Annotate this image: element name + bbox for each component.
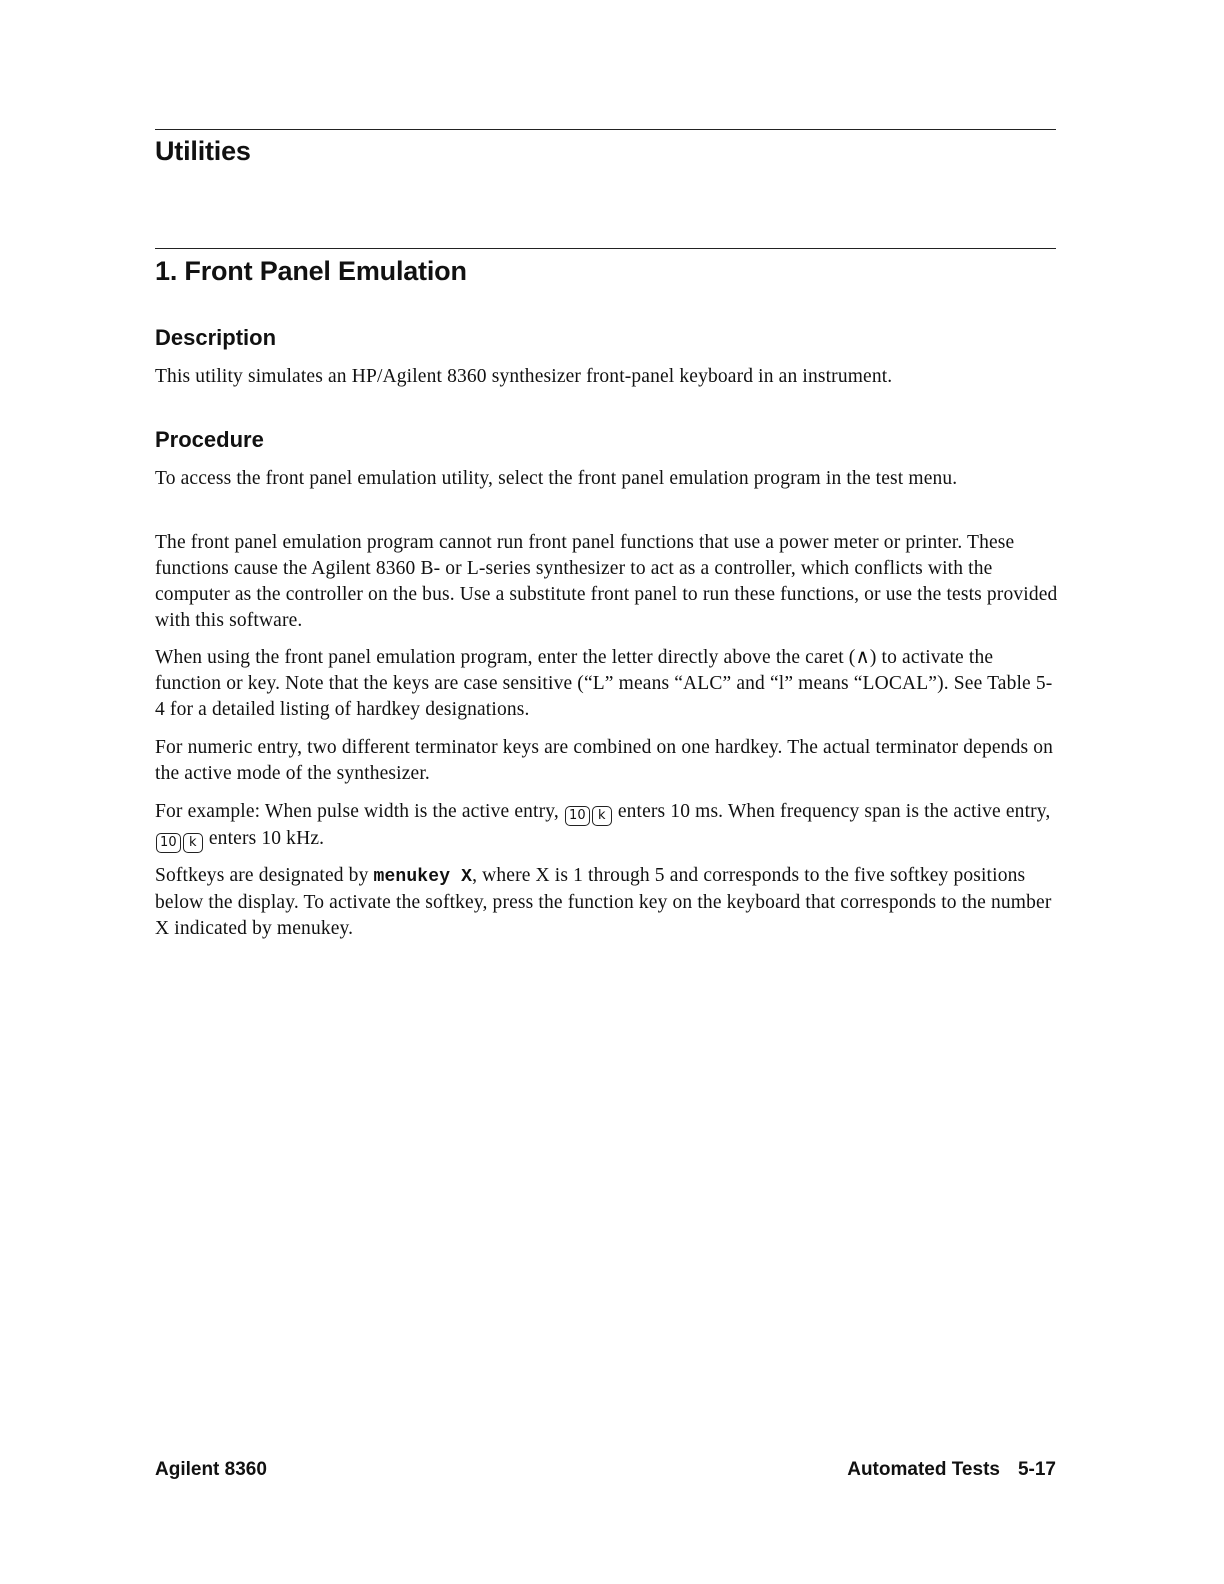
section-title: Utilities bbox=[155, 136, 251, 166]
procedure-paragraph-softkeys bbox=[155, 863, 1060, 942]
procedure-paragraph-caret: When using the front panel emulation program, enter the letter directly above the caret (∧) to activate the function or key. Note that the keys are case sensitive (“L” means “ALC” and “l” means “LOCAL”). See Table 5-4 for a detailed listing of hardkey designations. bbox=[155, 647, 1053, 720]
softkeys-text-after: , where X is 1 through 5 and corresponds to the five softkey positions below the display. To activate the softkey, press the function key on the keyboard that corresponds to the number X indicated by menukey. bbox=[155, 865, 1052, 939]
section-rule-top bbox=[155, 129, 1056, 130]
example-text-before: For example: When pulse width is the active entry, bbox=[155, 801, 559, 822]
softkeys-text-before: Softkeys are designated by bbox=[155, 865, 369, 886]
procedure-paragraph-limitations: The front panel emulation program cannot run front panel functions that use a power meter or printer. These functions cause the Agilent 8360 B- or L-series synthesizer to act as a controller, which conflicts with the computer as the controller on the bus. Use a substitute front panel to run these functions, or use the tests provided with this software. bbox=[155, 532, 1058, 631]
hardkey-10: 10 bbox=[156, 833, 181, 853]
procedure-paragraph-numeric-entry: For numeric entry, two different terminator keys are combined on one hardkey. The actual terminator depends on the active mode of the synthesizer. bbox=[155, 737, 1054, 784]
subsection-title: 1. Front Panel Emulation bbox=[155, 256, 467, 286]
description-heading: Description bbox=[155, 325, 277, 350]
procedure-paragraph-access: To access the front panel emulation utility, select the front panel emulation program in the test menu. bbox=[155, 468, 958, 489]
example-text-after: enters 10 kHz. bbox=[208, 828, 325, 849]
procedure-paragraph-example bbox=[155, 799, 1060, 853]
footer-page-number: 5-17 bbox=[1017, 1459, 1056, 1480]
procedure-heading: Procedure bbox=[155, 427, 264, 452]
hardkey-10: 10 bbox=[565, 806, 590, 826]
hardkey-k: k bbox=[183, 833, 203, 853]
hardkey-k: k bbox=[592, 806, 612, 826]
footer-product-name: Agilent 8360 bbox=[155, 1459, 267, 1480]
description-text: This utility simulates an HP/Agilent 8360 synthesizer front-panel keyboard in an instrument. bbox=[155, 366, 893, 387]
footer-chapter-title: Automated Tests bbox=[847, 1459, 1000, 1480]
subsection-rule bbox=[155, 248, 1056, 249]
footer-chapter-page bbox=[847, 1458, 1056, 1482]
example-text-middle: enters 10 ms. When frequency span is the active entry, bbox=[617, 801, 1051, 822]
menukey-code: menukey X bbox=[373, 867, 473, 887]
